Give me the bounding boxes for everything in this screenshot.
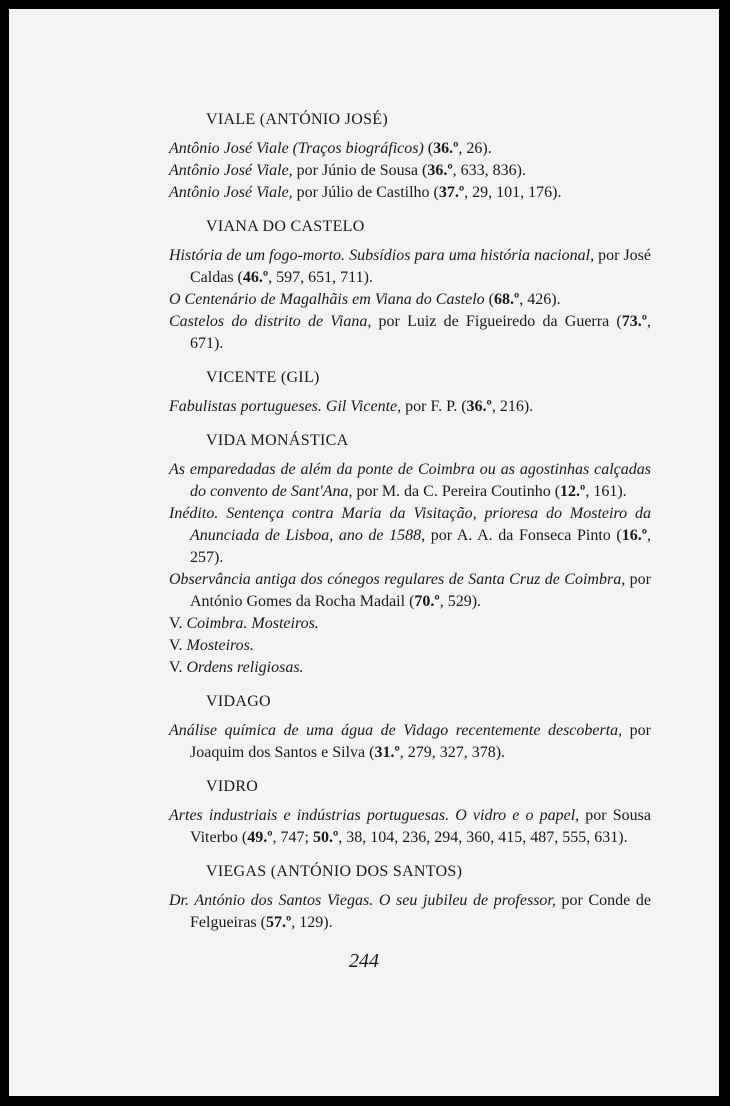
page-references: , 279, 327, 378). <box>399 744 506 761</box>
see-also-prefix: V. <box>169 637 187 654</box>
section-heading: VIDAGO <box>206 693 271 710</box>
volume-number: 68.º <box>494 291 520 308</box>
volume-number: 49.º <box>247 829 273 846</box>
entry-author: por José Caldas ( <box>190 247 652 286</box>
entry-author: ( <box>484 291 494 308</box>
page-references: , 129). <box>291 914 333 931</box>
volume-number: 12.º <box>560 483 586 500</box>
page-references: , 671). <box>190 313 651 352</box>
volume-number: 57.º <box>265 914 292 931</box>
index-entry <box>169 311 651 355</box>
section-heading: VIDA MONÁSTICA <box>206 432 349 449</box>
index-entry <box>169 890 651 934</box>
entry-author: por A. A. da Fonseca Pinto ( <box>425 527 622 544</box>
entry-author: ( <box>423 140 434 157</box>
entry-title: Antônio José Viale, <box>169 184 293 201</box>
index-entry <box>169 459 651 503</box>
index-entry <box>169 720 651 764</box>
volume-number: 73.º <box>621 313 647 330</box>
volume-number: 36.º <box>427 162 453 179</box>
section-heading: VIANA DO CASTELO <box>206 218 365 235</box>
page-references: , 38, 104, 236, 294, 360, 415, 487, 555, 631). <box>338 829 628 846</box>
volume-number: 70.º <box>414 593 440 610</box>
entry-title: Fabulistas portugueses. Gil Vicente, <box>169 398 402 415</box>
page-references: , 29, 101, 176). <box>464 184 562 201</box>
document-page <box>9 9 719 1096</box>
index-entry <box>169 613 651 635</box>
entry-author: por Júlio de Castilho ( <box>292 184 439 201</box>
volume-number: 16.º <box>621 527 647 544</box>
index-content <box>169 109 651 934</box>
index-entry <box>169 160 651 182</box>
page-references: , 426). <box>519 291 561 308</box>
entry-author: por Sousa Viterbo ( <box>190 807 651 846</box>
page-references: , 216). <box>491 398 534 415</box>
index-entry <box>169 289 651 311</box>
entry-title: Inédito. Sentença contra Maria da Visitação, prioresa do Mosteiro da Anunciada de Lisboa, ano de 1588, <box>169 505 651 544</box>
volume-number: 31.º <box>374 744 400 761</box>
volume-number: 36.º <box>466 398 492 415</box>
section-heading: VIEGAS (ANTÓNIO DOS SANTOS) <box>206 863 463 880</box>
entry-title: Observância antiga dos cónegos regulares de Santa Cruz de Coimbra, <box>169 571 626 588</box>
index-entry <box>169 503 651 569</box>
section-heading: VIALE (ANTÓNIO JOSÉ) <box>206 111 388 128</box>
entry-author: por Joaquim dos Santos e Silva ( <box>190 722 652 761</box>
volume-number: 37.º <box>438 184 465 201</box>
index-entry <box>169 657 651 679</box>
section-heading: VICENTE (GIL) <box>206 369 320 386</box>
entry-title: Dr. António dos Santos Viegas. O seu jubileu de professor, <box>169 892 556 909</box>
entry-author: por Júnio de Sousa ( <box>292 162 428 179</box>
page-references: , 257). <box>190 527 651 566</box>
page-references: , 597, 651, 711). <box>268 269 373 286</box>
index-entry <box>169 182 651 204</box>
entry-title: Antônio José Viale, <box>169 162 293 179</box>
index-entry <box>169 245 651 289</box>
entry-title: Mosteiros. <box>186 637 254 654</box>
index-entry <box>169 635 651 657</box>
page-references: , 26). <box>458 140 492 157</box>
volume-number: 46.º <box>242 269 269 286</box>
index-entry <box>169 569 651 613</box>
section-heading: VIDRO <box>206 778 259 795</box>
entry-author: por F. P. ( <box>401 398 467 415</box>
page-references: , 529). <box>439 593 482 610</box>
volume-number: 36.º <box>433 140 459 157</box>
entry-title: Coimbra. Mosteiros. <box>186 615 319 632</box>
entry-title: Ordens religiosas. <box>186 659 304 676</box>
volume-number: 50.º <box>312 829 339 846</box>
entry-title: Análise química de uma água de Vidago recentemente descoberta, <box>169 722 623 739</box>
entry-title: Castelos do distrito de Viana, <box>169 313 372 330</box>
entry-author: por Conde de Felgueiras ( <box>190 892 652 931</box>
entry-title: As emparedadas de além da ponte de Coimbra ou as agostinhas calçadas do convento de Sant'Ana, <box>169 461 651 500</box>
entry-title: O Centenário de Magalhãis em Viana do Castelo <box>169 291 485 308</box>
index-entry <box>169 805 651 849</box>
page-references: , 633, 836). <box>452 162 526 179</box>
entry-author: por Luiz de Figueiredo da Guerra ( <box>371 313 622 330</box>
index-entry <box>169 138 651 160</box>
index-entry <box>169 396 651 418</box>
see-also-prefix: V. <box>169 615 187 632</box>
entry-author: por António Gomes da Rocha Madail ( <box>190 571 652 610</box>
page-number: 244 <box>349 950 379 972</box>
see-also-prefix: V. <box>169 659 187 676</box>
entry-title: Antônio José Viale (Traços biográficos) <box>169 140 424 157</box>
entry-title: História de um fogo-morto. Subsídios para uma história nacional, <box>169 247 595 264</box>
entry-author: por M. da C. Pereira Coutinho ( <box>352 483 561 500</box>
entry-title: Artes industriais e indústrias portuguesas. O vidro e o papel, <box>169 807 580 824</box>
page-references: , 161). <box>585 483 627 500</box>
page-references: , 747; <box>272 829 313 846</box>
